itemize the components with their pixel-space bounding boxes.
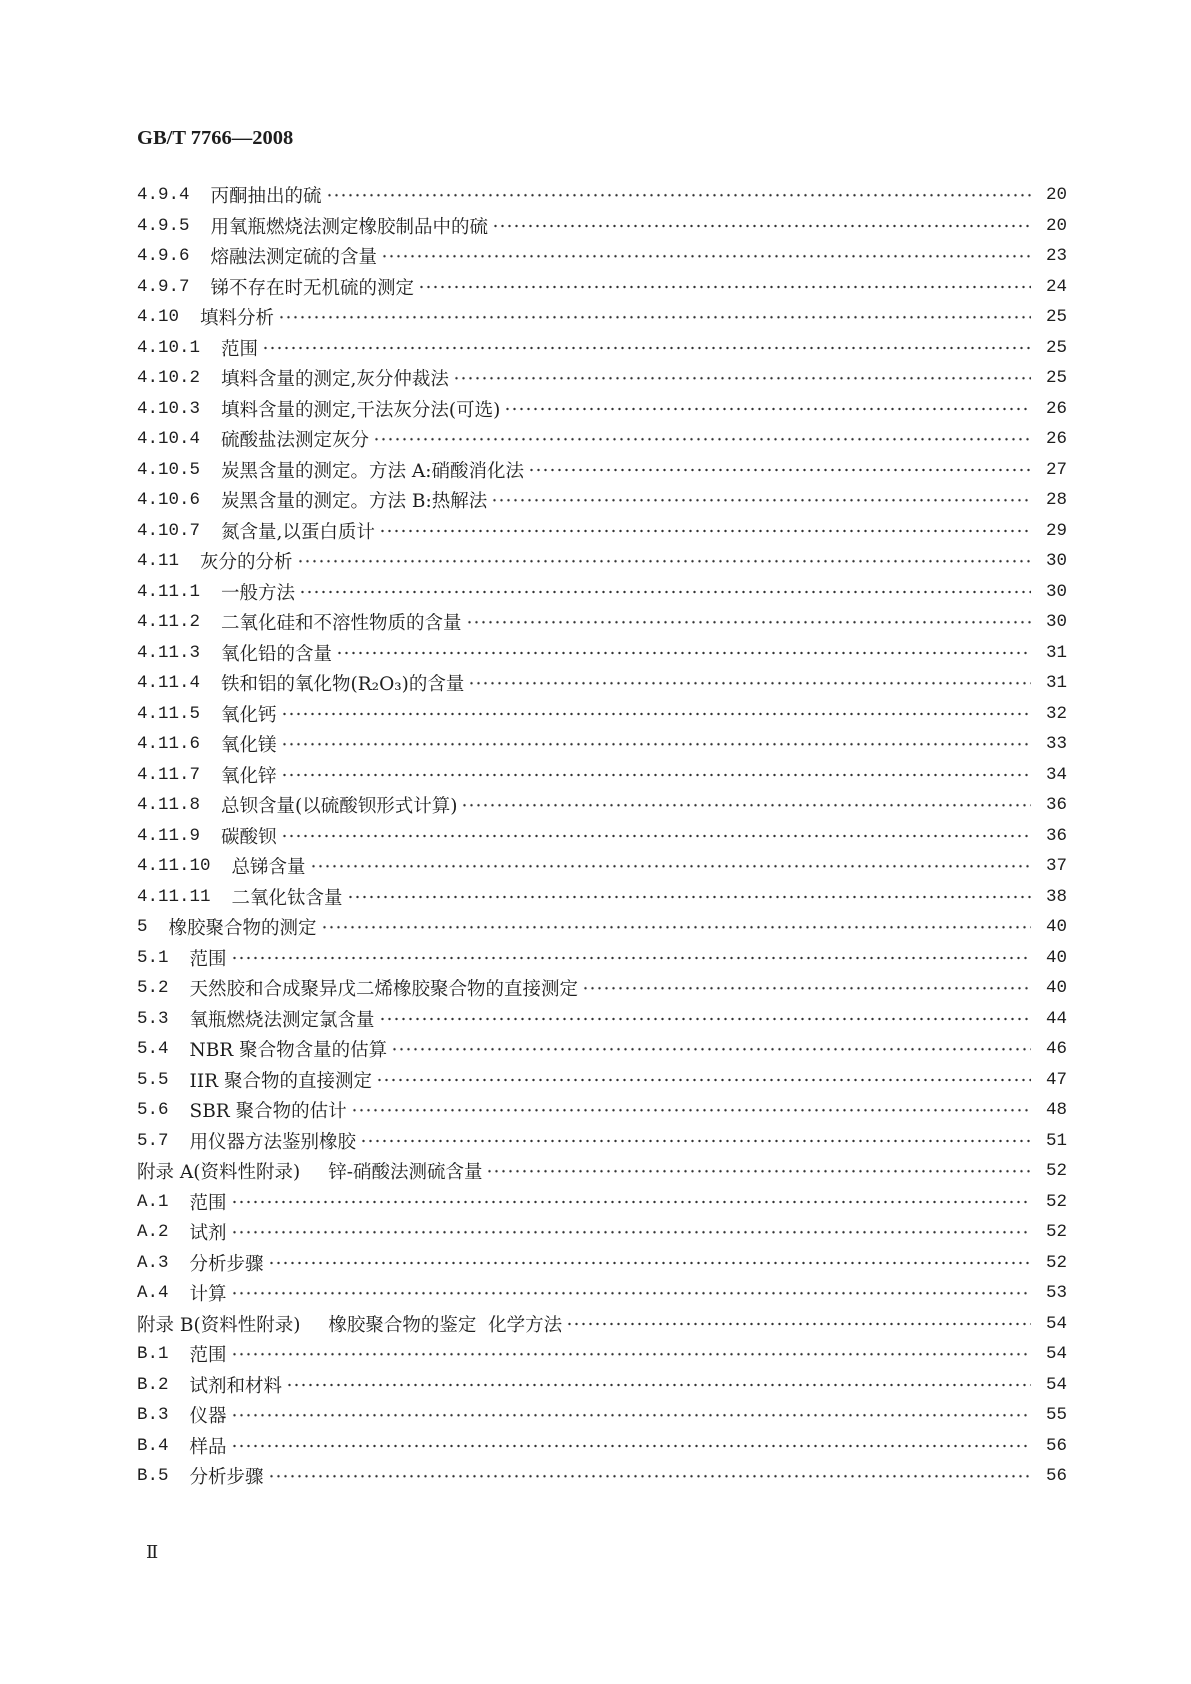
toc-entry-number: B.4 [137,1435,169,1456]
toc-entry-page: 24 [1045,276,1067,297]
leader-dots [281,760,1031,791]
toc-entry-title: 丙酮抽出的硫 [210,186,322,208]
toc-entry-title: 熔融法测定硫的含量 [210,247,378,269]
toc-entry-page: 25 [1045,307,1067,328]
toc-entry [137,516,1067,547]
toc-entry-page: 30 [1045,581,1067,602]
toc-entry-page: 30 [1045,612,1067,633]
toc-entry-number: B.2 [137,1374,169,1395]
toc-entry-title: 碳酸钡 [221,826,277,848]
toc-entry [137,302,1067,333]
leader-dots [231,943,1031,974]
toc-entry [137,363,1067,394]
toc-entry-page: 52 [1045,1222,1067,1243]
toc-entry-number: 4.11.2 [137,612,201,633]
toc-entry-number: 5.7 [137,1130,169,1151]
toc-entry-number: 4.11.11 [137,886,211,907]
toc-entry [137,699,1067,730]
toc-entry-title: 范围 [189,948,227,970]
toc-entry-number: 4.11.4 [137,673,201,694]
toc-entry-title: 一般方法 [221,582,296,604]
toc-entry-page: 47 [1045,1069,1067,1090]
toc-entry-title: 用仪器方法鉴别橡胶 [189,1131,357,1153]
toc-entry-title: 仪器 [189,1406,227,1428]
toc-entry-title: IIR 聚合物的直接测定 [189,1070,372,1092]
toc-entry-page: 26 [1045,429,1067,450]
toc-entry-number: 4.9.4 [137,185,190,206]
leader-dots [582,973,1031,1004]
toc-entry-title: 总钡含量(以硫酸钡形式计算) [221,796,458,818]
toc-entry-page: 33 [1045,734,1067,755]
leader-dots [381,241,1031,272]
leader-dots [299,577,1031,608]
toc-entry-page: 40 [1045,917,1067,938]
toc-entry-page: 28 [1045,490,1067,511]
leader-dots [466,607,1031,638]
toc-entry-page: 36 [1045,795,1067,816]
toc-entry [137,1309,1067,1340]
toc-entry [137,211,1067,242]
toc-entry-page: 52 [1045,1252,1067,1273]
toc-entry [137,1217,1067,1248]
toc-entry-title: 试剂 [189,1223,227,1245]
toc-entry-page: 25 [1045,337,1067,358]
toc-entry-number: 5.2 [137,978,169,999]
toc-entry-title: 炭黑含量的测定。方法 B:热解法 [221,491,488,513]
toc-entry-page: 30 [1045,551,1067,572]
toc-entry [137,424,1067,455]
toc-entry-title: 分析步骤 [189,1467,264,1489]
toc-entry-title: 氧化锌 [221,765,277,787]
leader-dots [379,1004,1031,1035]
toc-entry-page: 56 [1045,1435,1067,1456]
toc-entry-number: 4.10.7 [137,520,201,541]
leader-dots [566,1309,1031,1340]
leader-dots [373,424,1031,455]
toc-entry-title: 填料分析 [200,308,275,330]
leader-dots [281,821,1031,852]
leader-dots [321,912,1031,943]
toc-entry-page: 44 [1045,1008,1067,1029]
toc-entry-page: 38 [1045,886,1067,907]
leader-dots [231,1339,1031,1370]
leader-dots [231,1217,1031,1248]
leader-dots [379,516,1031,547]
toc-entry-title: 分析步骤 [189,1253,264,1275]
toc-entry [137,638,1067,669]
leader-dots [486,1156,1031,1187]
toc-entry-number: 4.10.6 [137,490,201,511]
toc-entry-number: B.3 [137,1405,169,1426]
toc-entry-page: 48 [1045,1100,1067,1121]
leader-dots [231,1278,1031,1309]
page-number-footer: Ⅱ [146,1542,159,1563]
toc-entry-number: 4.10.5 [137,459,201,480]
toc-entry-page: 29 [1045,520,1067,541]
toc-entry-page: 36 [1045,825,1067,846]
toc-entry-page: 55 [1045,1405,1067,1426]
leader-dots [326,180,1031,211]
toc-entry-title: 炭黑含量的测定。方法 A:硝酸消化法 [221,460,524,482]
toc-entry-number: 4.11.3 [137,642,201,663]
leader-dots [268,1461,1031,1492]
toc-entry [137,1461,1067,1492]
toc-entry-number: 5.6 [137,1100,169,1121]
toc-entry-number: A.2 [137,1222,169,1243]
toc-entry-page: 46 [1045,1039,1067,1060]
toc-entry [137,1065,1067,1096]
leader-dots [491,485,1031,516]
toc-entry-title: 硫酸盐法测定灰分 [221,430,370,452]
toc-entry-title: 橡胶聚合物的测定 [168,918,317,940]
toc-entry-number: B.1 [137,1344,169,1365]
toc-entry-page: 26 [1045,398,1067,419]
toc-entry-title: 范围 [189,1192,227,1214]
leader-dots [391,1034,1031,1065]
leader-dots [492,211,1031,242]
toc-entry-number: 4.11.6 [137,734,201,755]
toc-entry-title: 二氧化硅和不溶性物质的含量 [221,613,462,635]
leader-dots [268,1248,1031,1279]
toc-entry-number: 4.10.3 [137,398,201,419]
leader-dots [297,546,1031,577]
toc-entry [137,485,1067,516]
leader-dots [262,333,1031,364]
toc-entry-title: 范围 [189,1345,227,1367]
leader-dots [468,668,1031,699]
toc-entry-title: 氮含量,以蛋白质计 [221,521,375,543]
leader-dots [453,363,1031,394]
toc-entry-title: 试剂和材料 [189,1375,283,1397]
toc-entry-number: 5.1 [137,947,169,968]
toc-entry [137,272,1067,303]
toc-entry [137,1095,1067,1126]
toc-entry [137,1248,1067,1279]
toc-entry-number: 4.9.5 [137,215,190,236]
toc-entry-title: 样品 [189,1436,227,1458]
leader-dots [281,729,1031,760]
toc-entry-page: 51 [1045,1130,1067,1151]
toc-entry [137,1431,1067,1462]
toc-entry-page: 23 [1045,246,1067,267]
toc-entry [137,882,1067,913]
toc-entry-number: A.1 [137,1191,169,1212]
toc-entry [137,1034,1067,1065]
toc-entry-title: 氧瓶燃烧法测定氯含量 [189,1009,375,1031]
toc-entry [137,729,1067,760]
toc-entry-title: 氧化镁 [221,735,277,757]
toc-entry-page: 25 [1045,368,1067,389]
leader-dots [528,455,1031,486]
toc-entry-number: 附录 A(资料性附录) [137,1162,301,1184]
toc-entry-number: 4.11.10 [137,856,211,877]
toc-entry-page: 34 [1045,764,1067,785]
toc-entry-number: 4.11.7 [137,764,201,785]
leader-dots [281,699,1031,730]
toc-entry [137,1278,1067,1309]
toc-entry [137,1187,1067,1218]
toc-entry [137,1126,1067,1157]
leader-dots [231,1431,1031,1462]
toc-entry-number: 4.9.6 [137,246,190,267]
toc-entry-number: 5 [137,917,148,938]
toc-entry-title: 用氧瓶燃烧法测定橡胶制品中的硫 [210,216,489,238]
toc-entry [137,943,1067,974]
toc-entry-page: 53 [1045,1283,1067,1304]
toc-entry-page: 20 [1045,215,1067,236]
leader-dots [418,272,1031,303]
toc-entry-page: 32 [1045,703,1067,724]
toc-entry-number: 4.11.8 [137,795,201,816]
toc-entry-number: 4.11.1 [137,581,201,602]
leader-dots [231,1187,1031,1218]
toc-entry-page: 56 [1045,1466,1067,1487]
leader-dots [504,394,1031,425]
toc-entry [137,394,1067,425]
toc-entry [137,973,1067,1004]
standard-code-header: GB/T 7766—2008 [137,127,294,149]
toc-entry-number: 4.10 [137,307,180,328]
table-of-contents [137,180,1067,1492]
toc-entry [137,821,1067,852]
toc-entry [137,455,1067,486]
toc-entry [137,1339,1067,1370]
toc-entry-number: 5.4 [137,1039,169,1060]
toc-entry-number: 5.5 [137,1069,169,1090]
toc-entry-number: 附录 B(资料性附录) [137,1314,301,1336]
toc-entry-page: 31 [1045,673,1067,694]
toc-entry-page: 37 [1045,856,1067,877]
leader-dots [461,790,1031,821]
toc-entry-page: 54 [1045,1344,1067,1365]
toc-entry-page: 20 [1045,185,1067,206]
toc-entry-page: 54 [1045,1374,1067,1395]
toc-entry-page: 54 [1045,1313,1067,1334]
toc-entry [137,1400,1067,1431]
toc-entry [137,577,1067,608]
toc-entry-number: 4.11.9 [137,825,201,846]
toc-entry-page: 52 [1045,1161,1067,1182]
leader-dots [231,1400,1031,1431]
leader-dots [336,638,1031,669]
toc-entry-title: SBR 聚合物的估计 [189,1101,347,1123]
toc-entry-number: 4.9.7 [137,276,190,297]
toc-entry-title: 氧化钙 [221,704,277,726]
leader-dots [360,1126,1031,1157]
toc-entry-title: 计算 [189,1284,227,1306]
toc-entry-title: 灰分的分析 [200,552,293,574]
toc-entry-number: 4.10.1 [137,337,201,358]
toc-entry-title: 天然胶和合成聚异戊二烯橡胶聚合物的直接测定 [189,979,579,1001]
toc-entry-title: NBR 聚合物含量的估算 [189,1040,388,1062]
toc-entry [137,851,1067,882]
toc-entry [137,180,1067,211]
toc-entry [137,1004,1067,1035]
toc-entry-number: 4.11.5 [137,703,201,724]
toc-entry-title: 氧化铅的含量 [221,643,333,665]
toc-entry-title: 二氧化钛含量 [231,887,343,909]
toc-entry-number: 4.10.4 [137,429,201,450]
toc-entry [137,790,1067,821]
toc-entry [137,333,1067,364]
toc-entry-number: A.3 [137,1252,169,1273]
leader-dots [310,851,1031,882]
toc-entry [137,241,1067,272]
toc-entry-page: 31 [1045,642,1067,663]
toc-entry [137,760,1067,791]
leader-dots [376,1065,1031,1096]
toc-entry-number: A.4 [137,1283,169,1304]
toc-entry [137,668,1067,699]
toc-entry-number: B.5 [137,1466,169,1487]
leader-dots [347,882,1031,913]
toc-entry-title: 总锑含量 [231,857,306,879]
toc-entry-number: 4.10.2 [137,368,201,389]
toc-entry-title: 橡胶聚合物的鉴定 化学方法 [328,1314,563,1336]
toc-entry-title: 范围 [221,338,259,360]
toc-entry [137,607,1067,638]
leader-dots [278,302,1031,333]
toc-entry-page: 52 [1045,1191,1067,1212]
toc-entry [137,546,1067,577]
toc-entry [137,1156,1067,1187]
toc-entry-title: 填料含量的测定,灰分仲裁法 [221,369,449,391]
toc-entry-page: 27 [1045,459,1067,480]
toc-entry-page: 40 [1045,947,1067,968]
toc-entry [137,1370,1067,1401]
toc-entry-title: 铁和铝的氧化物(R₂O₃)的含量 [221,674,465,696]
toc-entry-number: 5.3 [137,1008,169,1029]
leader-dots [286,1370,1031,1401]
toc-entry-title: 填料含量的测定,干法灰分法(可选) [221,399,501,421]
toc-entry-title: 锑不存在时无机硫的测定 [210,277,415,299]
leader-dots [351,1095,1031,1126]
toc-entry-title: 锌-硝酸法测硫含量 [328,1162,483,1184]
toc-entry-number: 4.11 [137,551,180,572]
toc-entry-page: 40 [1045,978,1067,999]
toc-entry [137,912,1067,943]
